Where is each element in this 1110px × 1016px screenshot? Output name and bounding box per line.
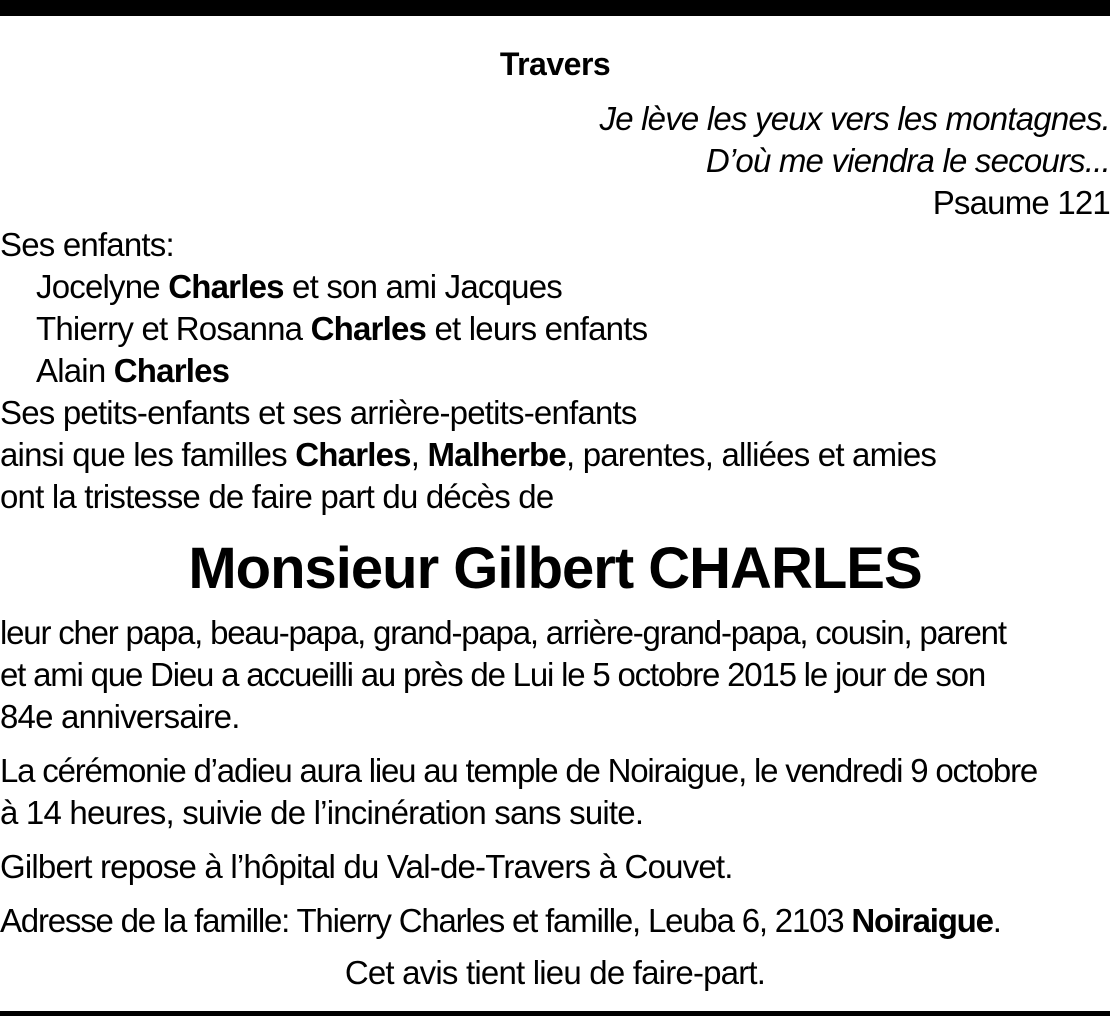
child-rest: et leurs enfants xyxy=(426,310,648,347)
top-rule xyxy=(0,0,1110,16)
child-rest: et son ami Jacques xyxy=(283,268,562,305)
families-line xyxy=(0,434,1110,476)
child-surname: Charles xyxy=(168,268,284,305)
rest-place-line: Gilbert repose à l’hôpital du Val-de-Travers à Couvet. xyxy=(0,848,733,885)
bio-line-2: et ami que Dieu a accueilli au près de Lui le 5 octobre 2015 le jour de son xyxy=(0,656,986,693)
child-surname: Charles xyxy=(310,310,427,347)
children-heading: Ses enfants: xyxy=(0,226,174,263)
family-name-malherbe: Malherbe xyxy=(427,436,566,473)
child-surname: Charles xyxy=(113,352,230,389)
region-heading: Travers xyxy=(499,46,611,82)
bio-line-3: 84e anniversaire. xyxy=(0,698,240,735)
verse-line-1: Je lève les yeux vers les montagnes. xyxy=(599,100,1110,137)
families-prefix: ainsi que les familles xyxy=(0,436,296,473)
deceased-name: Monsieur Gilbert CHARLES xyxy=(188,536,922,601)
verse-reference: Psaume 121 xyxy=(932,184,1110,221)
address-prefix: Adresse de la famille: Thierry Charles et famille, Leuba 6, 2103 xyxy=(0,902,852,939)
grandchildren-line: Ses petits-enfants et ses arrière-petits-enfants xyxy=(0,394,637,431)
child-first-name: Thierry et Rosanna xyxy=(36,310,303,347)
families-suffix: , parentes, alliées et amies xyxy=(565,436,937,473)
child-line-2 xyxy=(36,308,1110,350)
verse-line-2: D’où me viendra le secours... xyxy=(705,142,1110,179)
bottom-rule xyxy=(0,1011,1110,1016)
ceremony-line-1: La cérémonie d’adieu aura lieu au temple de Noiraigue, le vendredi 9 octobre xyxy=(0,752,1038,789)
child-first-name: Jocelyne xyxy=(36,268,160,305)
families-separator: , xyxy=(410,436,428,473)
child-line-1 xyxy=(36,266,1110,308)
bio-line-1: leur cher papa, beau-papa, grand-papa, arrière-grand-papa, cousin, parent xyxy=(0,614,1006,651)
address-town: Noiraigue xyxy=(851,902,993,939)
address-line xyxy=(0,900,1110,942)
ceremony-line-2: à 14 heures, suivie de l’incinération sans suite. xyxy=(0,794,644,831)
family-name-charles: Charles xyxy=(295,436,411,473)
closing-line: Cet avis tient lieu de faire-part. xyxy=(344,954,766,991)
child-line-3 xyxy=(36,350,1110,392)
child-first-name: Alain xyxy=(36,352,106,389)
address-suffix: . xyxy=(992,902,1001,939)
announcement-line: ont la tristesse de faire part du décès de xyxy=(0,478,554,515)
